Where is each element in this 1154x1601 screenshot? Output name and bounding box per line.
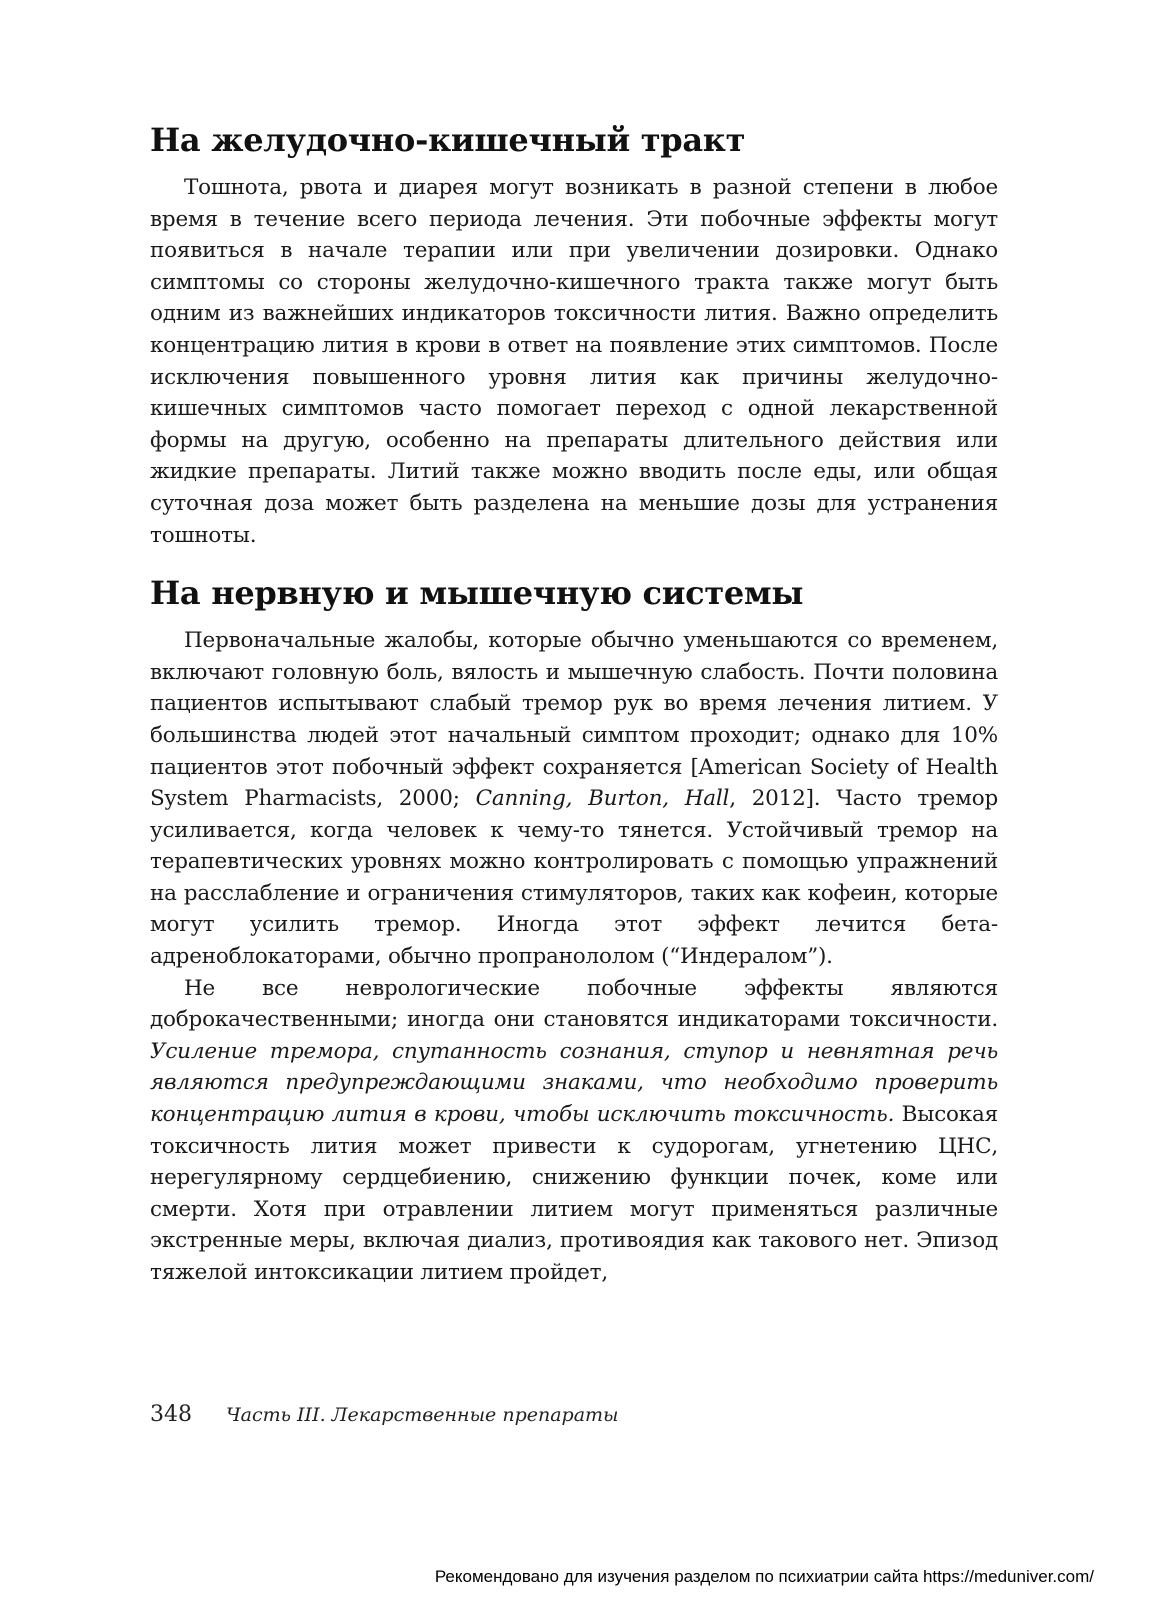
paragraph-neurological-effects — [150, 973, 998, 1289]
page-number: 348 — [150, 1402, 192, 1427]
section-heading-gi-tract: На желудочно-кишечный тракт — [150, 121, 746, 159]
site-watermark: Рекомендовано для изучения разделом по психиатрии сайта https://meduniver.com/ — [434, 1567, 1094, 1586]
citation-authors: Canning, Burton, Hall — [475, 786, 730, 812]
paragraph-text: , 2012]. Часто тремор усиливается, когда человек к чему-то тянется. Устойчивый тремор на терапевтических уровнях можно контролировать с помощью упражнений на расслабление и ограничения стимуляторов, таких как кофеин, которые могут усилить тремор. Иногда этот эффект лечится бета-адреноблокаторами, обычно пропранололом (“Индералом”). — [150, 786, 999, 970]
section-heading-nervous-muscular: На нервную и мышечную системы — [150, 574, 804, 613]
page-content — [150, 118, 998, 1289]
warning-signs-italic: Усиление тремора, спутанность сознания, ступор и невнятная речь являются предупреждающими знаками, что необходимо проверить концентрацию лития в крови, чтобы исключить токсичность. — [150, 1038, 998, 1128]
paragraph-initial-complaints — [150, 625, 998, 973]
paragraph-text: Не все неврологические побочные эффекты являются доброкачественными; иногда они становятся индикаторами токсичности. — [150, 975, 998, 1033]
page-footer — [150, 1402, 619, 1427]
paragraph-text: Высокая токсичность лития может привести к судорогам, угнетению ЦНС, нерегулярному сердцебиению, снижению функции почек, коме или смерти. Хотя при отравлении литием могут применяться различные экстренные меры, включая диализ, противоядия как такового нет. Эпизод тяжелой интоксикации литием пройдет, — [150, 1102, 998, 1285]
part-title: Часть III. Лекарственные препараты — [226, 1404, 619, 1426]
paragraph-gi-tract: Тошнота, рвота и диарея могут возникать в разной степени в любое время в течение всего периода лечения. Эти побочные эффекты могут появиться в начале терапии или при увеличении дозировки. Однако симптомы со стороны желудочно-кишечного тракта также могут быть одним из важнейших индикаторов токсичности лития. Важно определить концентрацию лития в крови в ответ на появление этих симптомов. После исключения повышенного уровня лития как причины желудочно-кишечных симптомов часто помогает переход с одной лекарственной формы на другую, особенно на препараты длительного действия или жидкие препараты. Литий также можно вводить после еды, или общая суточная доза может быть разделена на меньшие дозы для устранения тошноты. — [150, 175, 998, 548]
paragraph-text: Первоначальные жалобы, которые обычно уменьшаются со временем, включают головную боль, вялость и мышечную слабость. Почти половина пациентов испытывают слабый тремор рук во время лечения литием. У большинства людей этот начальный симптом проходит; однако для 10% пациентов этот побочный эффект сохраняется [American Society of Health System Pharmacists, 2000; — [150, 628, 998, 812]
